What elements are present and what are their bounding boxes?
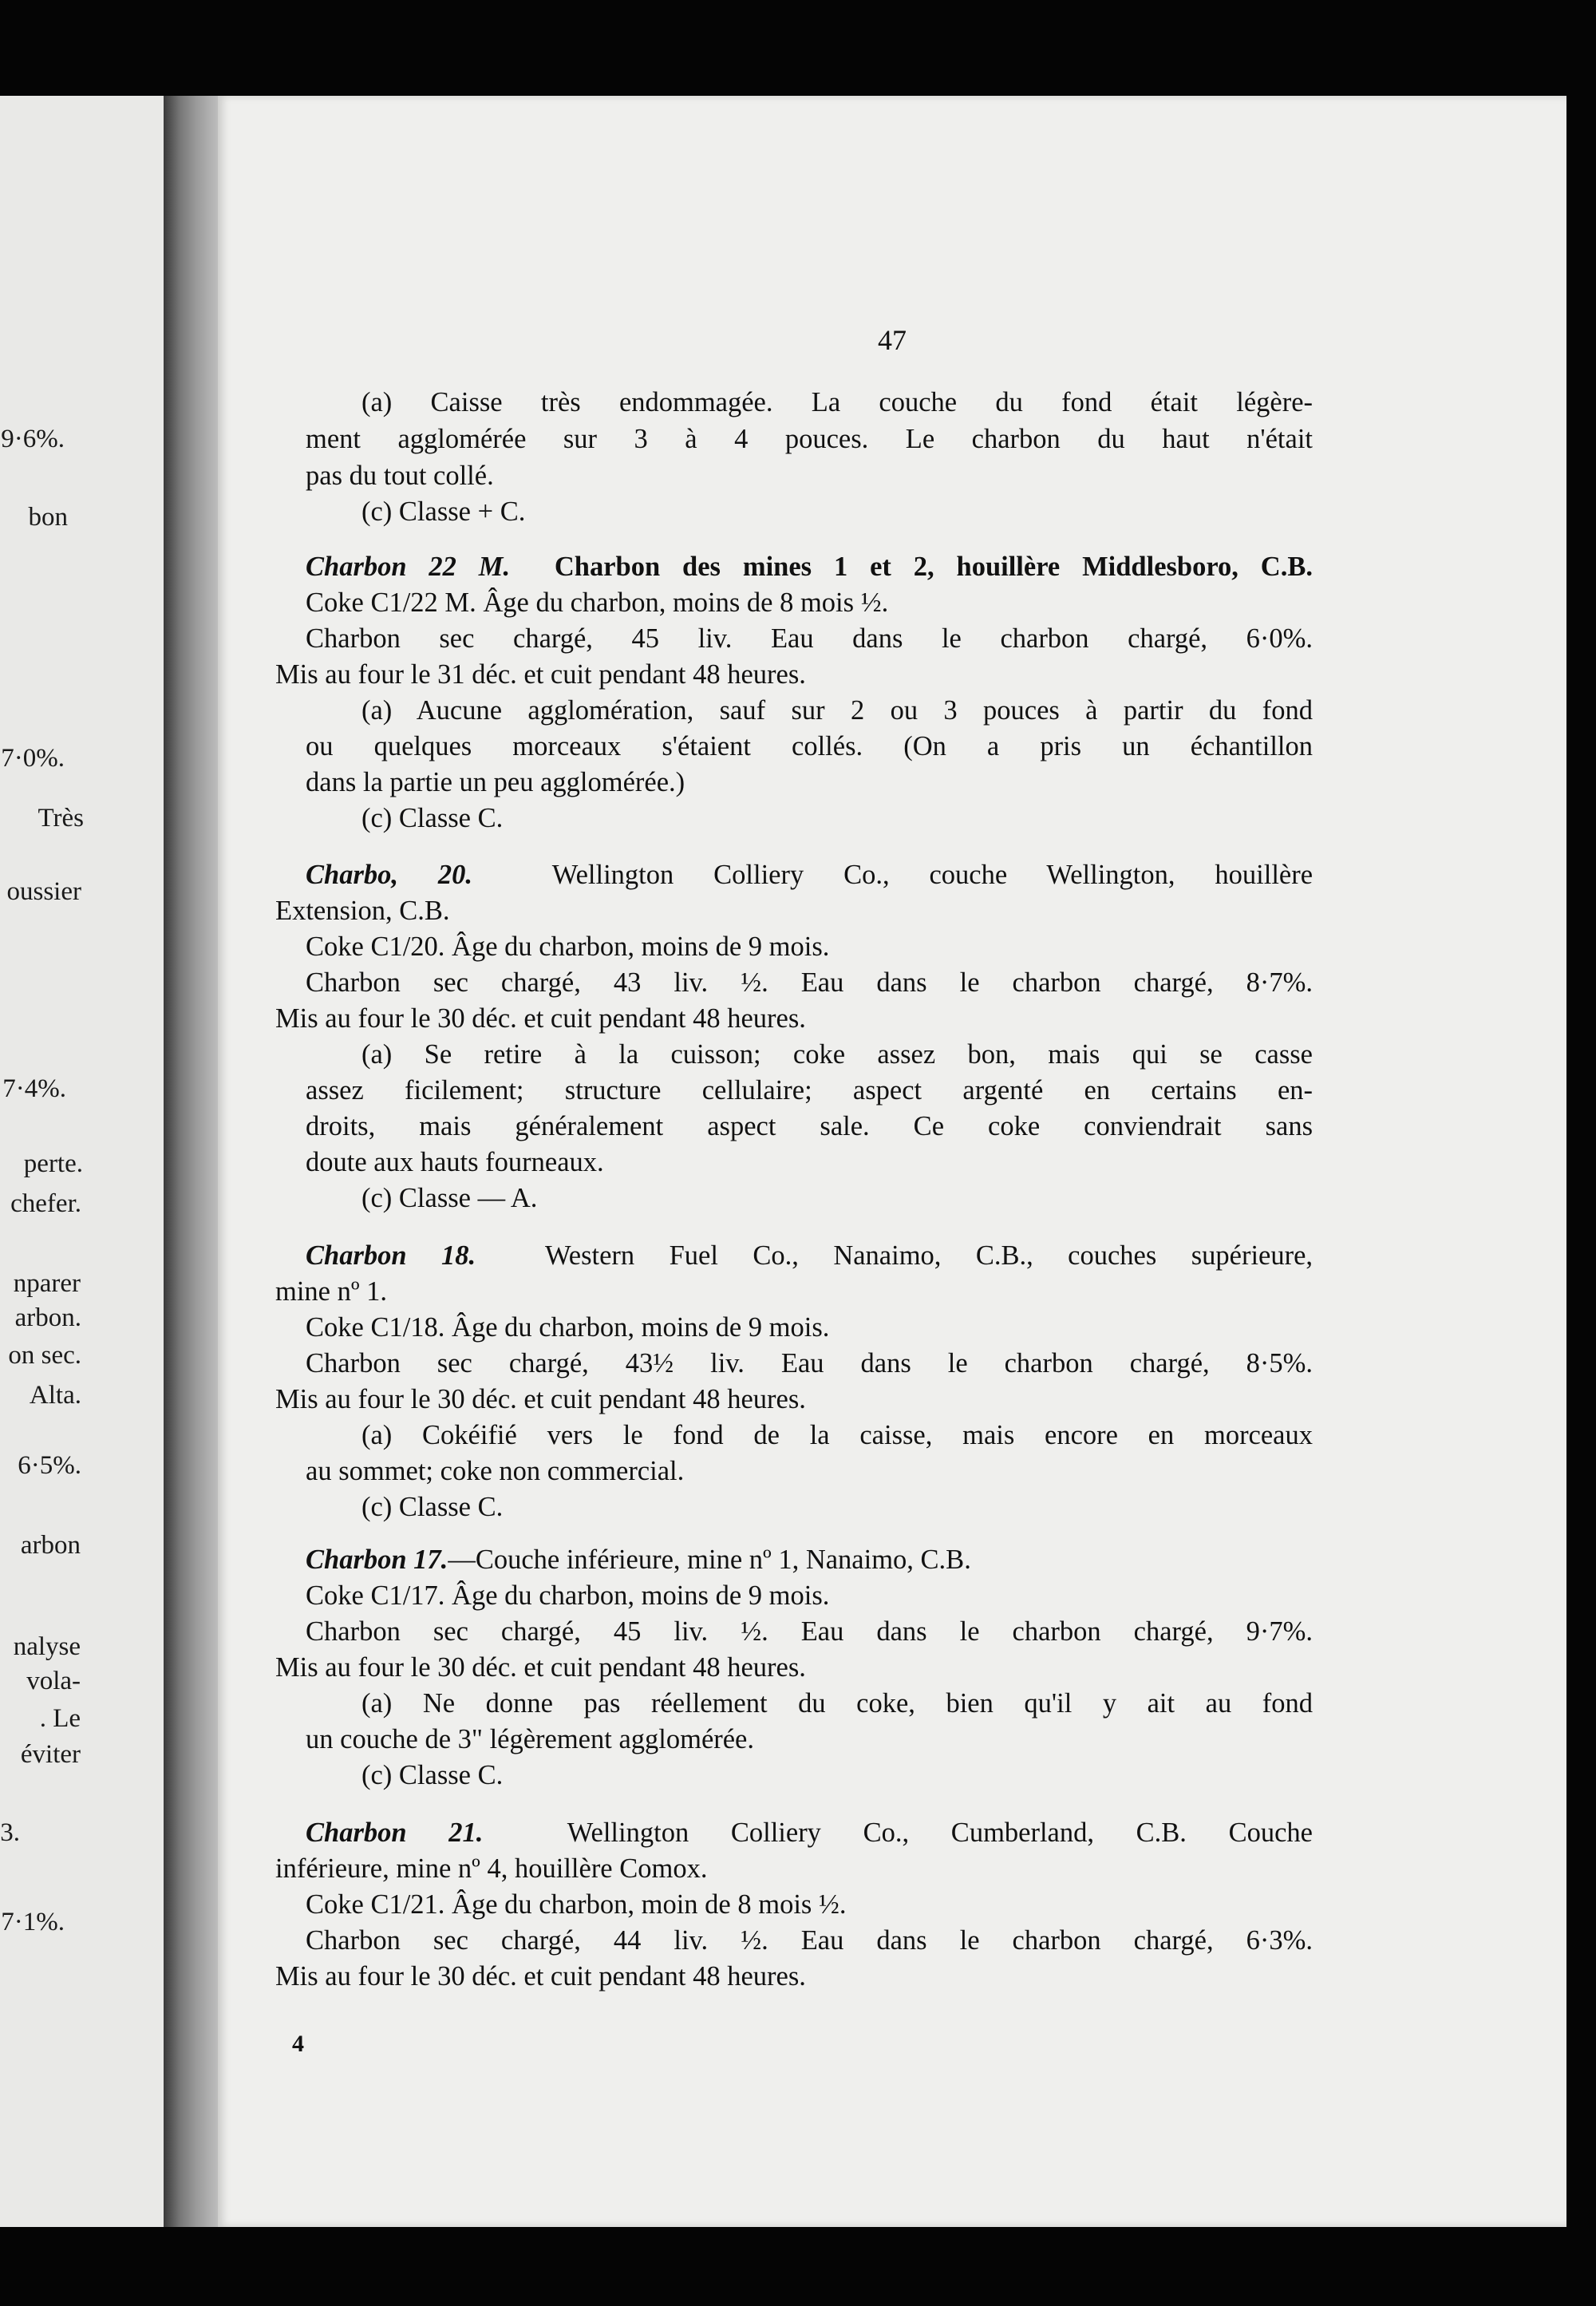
- left-fragment: 7·0%.: [1, 744, 65, 773]
- entry-title: Charbo, 20.: [306, 860, 473, 890]
- text-line: Coke C1/18. Âge du charbon, moins de 9 mois.: [306, 1312, 830, 1343]
- entry-heading-line: [306, 1814, 1313, 1851]
- left-fragment: 9·6%.: [1, 425, 65, 453]
- text-line: Charbon sec chargé, 43 liv. ½. Eau dans le charbon chargé, 8·7%.: [306, 967, 1313, 998]
- text-line: (c) Classe C.: [361, 1760, 504, 1790]
- text-line: dans la partie un peu agglomérée.): [306, 767, 685, 797]
- left-fragment: 3.: [0, 1818, 20, 1847]
- entry-heading-line: [306, 1237, 1313, 1274]
- text-line: ou quelques morceaux s'étaient collés. (On a pris un échantillon: [306, 731, 1313, 761]
- text-line: (a) Se retire à la cuisson; coke assez bon, mais qui se casse: [361, 1039, 1313, 1070]
- text-line: Coke C1/21. Âge du charbon, moin de 8 mois ½.: [306, 1889, 847, 1920]
- text-line: Charbon sec chargé, 45 liv. Eau dans le charbon chargé, 6·0%.: [306, 623, 1313, 654]
- text-line: (a) Ne donne pas réellement du coke, bien qu'il y ait au fond: [361, 1688, 1313, 1719]
- left-fragment: on sec.: [8, 1341, 81, 1370]
- text-line: Charbon sec chargé, 44 liv. ½. Eau dans le charbon chargé, 6·3%.: [306, 1925, 1313, 1956]
- text-line: pas du tout collé.: [306, 461, 494, 491]
- left-fragment: chefer.: [10, 1189, 81, 1218]
- left-fragment: arbon: [20, 1531, 81, 1560]
- entry-source: Wellington Colliery Co., couche Wellington, houillère: [551, 860, 1314, 890]
- text-line: ment agglomérée sur 3 à 4 pouces. Le charbon du haut n'était: [306, 424, 1313, 454]
- text-line: (c) Classe — A.: [361, 1183, 538, 1213]
- text-line: au sommet; coke non commercial.: [306, 1456, 685, 1486]
- text-line: Mis au four le 30 déc. et cuit pendant 48 heures.: [275, 1003, 806, 1034]
- entry-heading-line: [306, 548, 1313, 585]
- left-fragment: nparer: [13, 1269, 81, 1298]
- entry-heading-line: [306, 1541, 971, 1578]
- left-fragment: 7·1%.: [1, 1908, 65, 1936]
- text-line: un couche de 3" légèrement agglomérée.: [306, 1724, 754, 1754]
- left-fragment: bon: [28, 503, 68, 532]
- text-line: (a) Aucune agglomération, sauf sur 2 ou 3 pouces à partir du fond: [361, 695, 1313, 726]
- text-line: doute aux hauts fourneaux.: [306, 1147, 604, 1177]
- text-line: Mis au four le 31 déc. et cuit pendant 48 heures.: [275, 659, 806, 690]
- left-fragment: nalyse: [13, 1632, 81, 1661]
- entry-title: Charbon 17.: [306, 1545, 448, 1575]
- entry-source: Wellington Colliery Co., Cumberland, C.B. Couche: [567, 1818, 1313, 1848]
- left-fragment: Très: [38, 804, 84, 833]
- text-line: Extension, C.B.: [275, 896, 450, 926]
- text-line: assez ficilement; structure cellulaire; aspect argenté en certains en-: [306, 1075, 1313, 1106]
- left-fragment: oussier: [6, 877, 81, 906]
- text-line: Mis au four le 30 déc. et cuit pendant 48 heures.: [275, 1652, 806, 1683]
- text-line: Mis au four le 30 déc. et cuit pendant 48 heures.: [275, 1384, 806, 1414]
- text-line: droits, mais généralement aspect sale. Ce coke conviendrait sans: [306, 1111, 1313, 1141]
- left-fragment: Alta.: [29, 1381, 81, 1410]
- text-line: Charbon sec chargé, 45 liv. ½. Eau dans le charbon chargé, 9·7%.: [306, 1616, 1313, 1647]
- text-line: Coke C1/20. Âge du charbon, moins de 9 mois.: [306, 931, 830, 962]
- left-fragment: perte.: [23, 1149, 83, 1178]
- left-fragment: éviter: [20, 1740, 81, 1769]
- left-page-edge: [0, 96, 164, 2227]
- signature-mark: 4: [292, 2031, 304, 2057]
- left-fragment: . Le: [39, 1704, 81, 1733]
- text-line: inférieure, mine nº 4, houillère Comox.: [275, 1853, 708, 1884]
- text-line: (a) Cokéifié vers le fond de la caisse, mais encore en morceaux: [361, 1420, 1313, 1450]
- page-gutter: [164, 96, 218, 2227]
- document-page: [218, 96, 1566, 2227]
- entry-title: Charbon 18.: [306, 1240, 476, 1271]
- left-fragment: arbon.: [14, 1303, 81, 1332]
- text-line: (c) Classe + C.: [361, 496, 526, 527]
- text-line: Charbon sec chargé, 43½ liv. Eau dans le charbon chargé, 8·5%.: [306, 1348, 1313, 1378]
- entry-source: Western Fuel Co., Nanaimo, C.B., couches supérieure,: [545, 1240, 1314, 1271]
- entry-title: Charbon 21.: [306, 1818, 484, 1848]
- left-fragment: 7·4%.: [2, 1074, 66, 1103]
- left-fragment: vola-: [26, 1667, 81, 1695]
- text-line: Coke C1/17. Âge du charbon, moins de 9 mois.: [306, 1580, 830, 1611]
- text-line: Mis au four le 30 déc. et cuit pendant 48 heures.: [275, 1961, 806, 1992]
- entry-source: Charbon des mines 1 et 2, houillère Middlesboro, C.B.: [554, 552, 1313, 582]
- entry-heading-line: [306, 856, 1313, 893]
- text-line: mine nº 1.: [275, 1276, 388, 1307]
- text-line: Coke C1/22 M. Âge du charbon, moins de 8 mois ½.: [306, 587, 889, 618]
- text-line: (a) Caisse très endommagée. La couche du fond était légère-: [361, 387, 1313, 417]
- entry-title: Charbon 22 M.: [306, 552, 511, 582]
- text-line: (c) Classe C.: [361, 1492, 504, 1522]
- left-fragment: 6·5%.: [18, 1451, 81, 1480]
- page-number: 47: [878, 324, 907, 356]
- entry-source: —Couche inférieure, mine nº 1, Nanaimo, C.B.: [448, 1545, 971, 1575]
- text-line: (c) Classe C.: [361, 803, 504, 833]
